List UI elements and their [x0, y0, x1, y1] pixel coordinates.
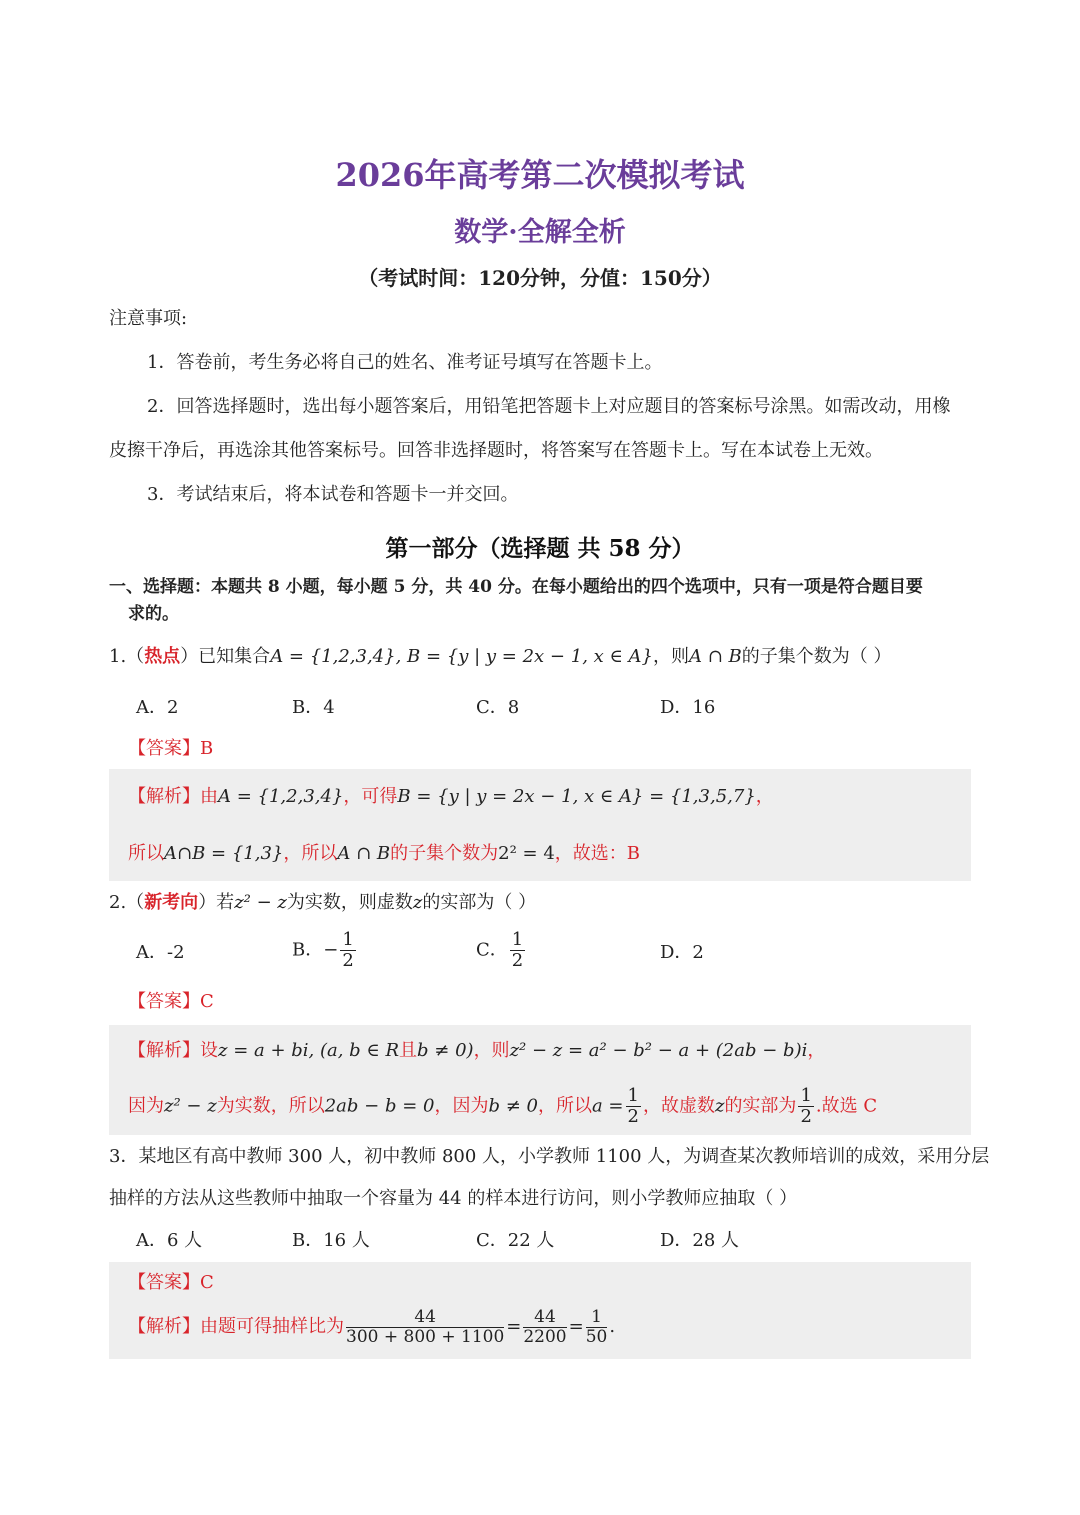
q2-option-c-numerator: 1 — [511, 929, 524, 950]
q2-sol2-fraction-b-numerator: 1 — [800, 1085, 812, 1106]
question-1-stem — [109, 646, 892, 668]
q2-sol2-fraction-a — [626, 1086, 641, 1127]
q2-sol2-text-e: ，故虚数 — [642, 1095, 715, 1117]
q2-math-z: z — [412, 892, 423, 913]
q1-option-a[interactable]: A．2 — [136, 697, 179, 718]
q1-sol-label: 【解析】 — [128, 786, 200, 807]
q2-sol1-math-a: z = a + bi, (a, b ∈ R — [218, 1040, 400, 1061]
q3-fraction-3-denominator: 50 — [585, 1326, 608, 1347]
q3-fraction-2-denominator: 2200 — [523, 1326, 567, 1347]
q2-option-b[interactable] — [292, 930, 358, 971]
q2-sol2-fraction-b-denominator: 2 — [800, 1105, 812, 1127]
q1-sol1-text-b: ，可得 — [343, 786, 398, 807]
q2-number: 2.（ — [109, 892, 145, 913]
q3-fraction-2-numerator: 44 — [523, 1308, 566, 1328]
q2-sol1-math-c: z² − z = a² − b² − a + (2ab − b)i — [509, 1040, 808, 1061]
q2-sol2-text-f: 的实部为 — [724, 1095, 797, 1117]
q2-sol1-text-a: 设 — [200, 1040, 218, 1061]
q1-option-d[interactable]: D．16 — [660, 697, 716, 718]
q2-sol2-math-c: b ≠ 0 — [488, 1095, 538, 1117]
note-item-3: 3．考试结束后，将本试卷和答题卡一并交回。 — [147, 484, 519, 505]
q2-sol2-text-g: .故选 C — [815, 1095, 878, 1117]
q2-stem-c: 的实部为（ ） — [422, 892, 537, 913]
q1-sol1-text-c: ， — [755, 786, 774, 807]
q1-sol2-text-c: 的子集个数为 — [390, 843, 499, 864]
q2-option-c-denominator: 2 — [511, 949, 524, 971]
q2-sol1-text-c: ，则 — [473, 1040, 510, 1061]
q1-solution-line-1 — [128, 786, 774, 808]
q1-sol2-math-b: A ∩ B — [337, 843, 391, 864]
note-item-2-line-2: 皮擦干净后，再选涂其他答案标号。回答非选择题时，将答案写在答题卡上。写在本试卷上无效。 — [109, 440, 883, 461]
q2-option-b-numerator: 1 — [342, 929, 354, 950]
q1-option-b[interactable]: B．4 — [292, 697, 335, 718]
q1-stem-c: 的子集个数为（ ） — [741, 646, 892, 667]
q1-sol1-math-a: A = {1,2,3,4} — [218, 786, 344, 807]
q3-fraction-1-numerator: 44 — [346, 1308, 504, 1328]
q2-sol2-text-c: ，因为 — [434, 1095, 489, 1117]
q1-number: 1.（ — [109, 646, 145, 667]
q2-option-b-label: B． — [292, 939, 324, 961]
q2-option-a[interactable]: A．-2 — [136, 942, 185, 963]
section-instruction-line-1: 一、选择题：本题共 8 小题，每小题 5 分，共 40 分。在每小题给出的四个选项中，只有一项是符合题目要 — [109, 577, 923, 597]
q3-fraction-1 — [346, 1308, 504, 1346]
q2-solution-line-1 — [128, 1040, 825, 1062]
q3-equals-2: = — [568, 1316, 584, 1338]
q3-fraction-1-denominator: 300 + 800 + 1100 — [346, 1326, 505, 1347]
section-instruction-line-2: 求的。 — [128, 604, 179, 624]
q1-stem-a: ）已知集合 — [180, 646, 271, 667]
q3-equals-1: = — [506, 1316, 522, 1338]
note-item-2-line-1: 2．回答选择题时，选出每小题答案后，用铅笔把答题卡上对应题目的答案标号涂黑。如需改动，用橡 — [147, 396, 951, 417]
q1-sol2-math-c: 2² = 4 — [498, 843, 555, 864]
q3-sol-label: 【解析】 — [128, 1316, 200, 1338]
q2-sol2-text-a: 因为 — [128, 1095, 164, 1117]
q3-fraction-3 — [586, 1308, 608, 1346]
question-3-stem-line-2: 抽样的方法从这些教师中抽取一个容量为 44 的样本进行访问，则小学教师应抽取（ ） — [109, 1188, 798, 1209]
q1-sol1-math-b: B = {y | y = 2x − 1, x ∈ A} = {1,3,5,7} — [397, 786, 756, 807]
q3-answer: 【答案】C — [128, 1272, 214, 1293]
q1-stem-b: ，则 — [653, 646, 690, 667]
q2-sol2-math-b: 2ab − b = 0 — [324, 1095, 435, 1117]
q2-sol2-math-e: z — [714, 1095, 725, 1117]
q2-sol-label: 【解析】 — [128, 1040, 200, 1061]
part1-heading: 第一部分（选择题 共 58 分） — [385, 535, 695, 562]
q3-option-b[interactable]: B．16 人 — [292, 1230, 370, 1251]
q2-sol1-text-d: ， — [807, 1040, 826, 1061]
q3-fraction-2 — [523, 1308, 566, 1346]
q2-answer: 【答案】C — [128, 991, 214, 1012]
q2-sol2-fraction-a-denominator: 2 — [627, 1105, 639, 1127]
q2-sol1-text-b: 且 — [399, 1040, 418, 1061]
q3-fraction-3-numerator: 1 — [586, 1308, 608, 1328]
q2-option-c-label: C． — [476, 939, 508, 961]
q2-sol2-math-d: a = — [591, 1095, 624, 1117]
q2-option-c-fraction — [510, 930, 525, 971]
q2-solution-line-2 — [128, 1086, 877, 1127]
q1-solution-line-2 — [128, 843, 640, 865]
q2-option-b-fraction — [340, 930, 355, 971]
q2-sol2-math-a: z² − z — [164, 1095, 217, 1117]
q2-option-b-sign: − — [323, 939, 339, 961]
q1-sol1-text-a: 由 — [200, 786, 218, 807]
q2-option-b-denominator: 2 — [342, 949, 354, 971]
q3-end-period: . — [609, 1316, 616, 1338]
q1-sol2-text-b: ，所以 — [283, 843, 338, 864]
q2-sol2-text-d: ，所以 — [537, 1095, 592, 1117]
exam-info: （考试时间：120分钟，分值：150分） — [358, 266, 722, 290]
q3-solution-line — [128, 1308, 615, 1346]
q3-option-d[interactable]: D．28 人 — [660, 1230, 740, 1251]
q2-sol2-fraction-a-numerator: 1 — [627, 1085, 639, 1106]
q2-option-d[interactable]: D．2 — [660, 942, 704, 963]
q1-sol2-text-d: ，故选：B — [554, 843, 641, 864]
q2-tag: 新考向 — [144, 892, 199, 913]
q1-answer: 【答案】B — [128, 738, 214, 759]
question-2-stem — [109, 892, 536, 914]
q2-math-expr: z² − z — [234, 892, 287, 913]
question-3-stem-line-1: 3．某地区有高中教师 300 人，初中教师 800 人，小学教师 1100 人，为调查某次教师培训的成效，采用分层 — [109, 1146, 990, 1167]
q1-math-set: A = {1,2,3,4}, B = {y | y = 2x − 1, x ∈ A} — [270, 646, 654, 667]
q1-sol2-math-a: A∩B = {1,3} — [164, 843, 284, 864]
q2-option-c[interactable] — [476, 930, 527, 971]
q2-stem-a: ）若 — [198, 892, 235, 913]
q3-option-a[interactable]: A．6 人 — [136, 1230, 203, 1251]
q1-math-inter: A ∩ B — [689, 646, 742, 667]
note-item-1: 1．答卷前，考生务必将自己的姓名、准考证号填写在答题卡上。 — [147, 352, 663, 373]
q1-sol2-text-a: 所以 — [128, 843, 164, 864]
q2-sol2-fraction-b — [798, 1086, 813, 1127]
q1-option-c[interactable]: C．8 — [476, 697, 520, 718]
notes-heading: 注意事项: — [109, 308, 188, 329]
q3-sol-text: 由题可得抽样比为 — [200, 1316, 344, 1338]
q2-sol2-text-b: 为实数，所以 — [216, 1095, 325, 1117]
q2-sol1-math-b: b ≠ 0) — [417, 1040, 474, 1061]
page-title: 2026年高考第二次模拟考试 — [335, 156, 745, 194]
page-subtitle: 数学·全解全析 — [454, 217, 626, 248]
q1-tag: 热点 — [144, 646, 181, 667]
q2-stem-b: 为实数，则虚数 — [286, 892, 413, 913]
q3-option-c[interactable]: C．22 人 — [476, 1230, 555, 1251]
